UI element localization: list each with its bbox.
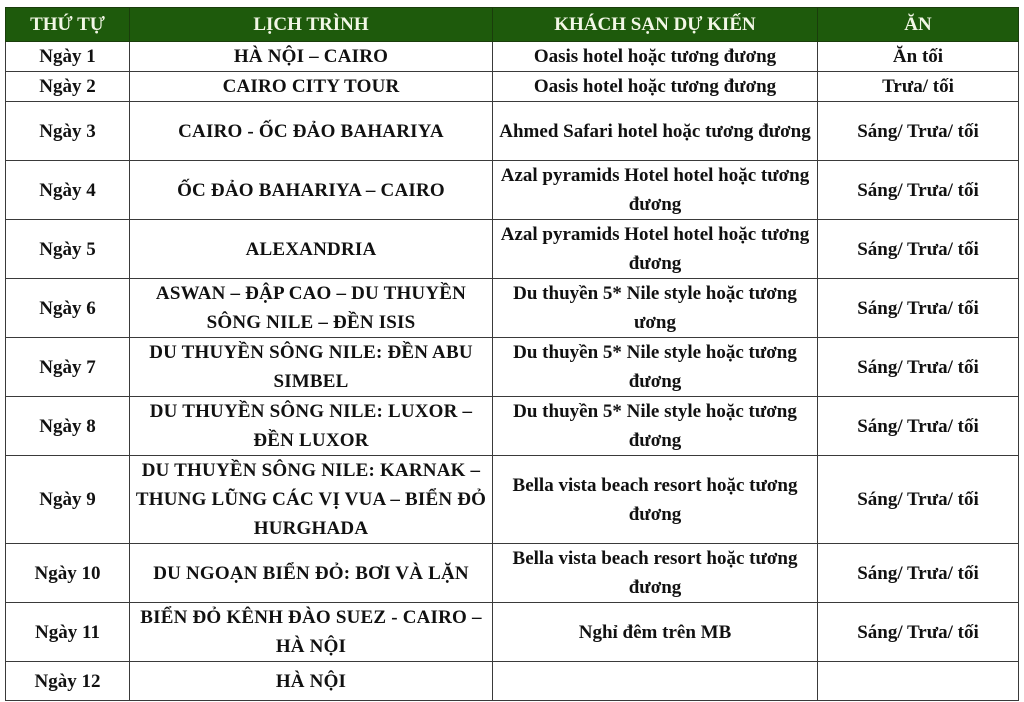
route-cell: DU NGOẠN BIỂN ĐỎ: BƠI VÀ LẶN	[130, 544, 493, 603]
table-row	[6, 544, 1019, 603]
day-cell: Ngày 9	[6, 456, 130, 544]
meals-cell: Sáng/ Trưa/ tối	[818, 397, 1019, 456]
day-cell: Ngày 4	[6, 161, 130, 220]
route-cell: CAIRO CITY TOUR	[130, 72, 493, 102]
hotel-cell: Azal pyramids Hotel hotel hoặc tương đương	[493, 161, 818, 220]
route-cell: ỐC ĐẢO BAHARIYA – CAIRO	[130, 161, 493, 220]
table-row	[6, 279, 1019, 338]
hotel-cell: Oasis hotel hoặc tương đương	[493, 72, 818, 102]
day-cell: Ngày 6	[6, 279, 130, 338]
route-cell: HÀ NỘI – CAIRO	[130, 42, 493, 72]
meals-cell: Sáng/ Trưa/ tối	[818, 220, 1019, 279]
meals-cell: Trưa/ tối	[818, 72, 1019, 102]
day-cell: Ngày 5	[6, 220, 130, 279]
day-cell: Ngày 8	[6, 397, 130, 456]
hotel-cell: Nghỉ đêm trên MB	[493, 603, 818, 662]
meals-cell: Sáng/ Trưa/ tối	[818, 456, 1019, 544]
header-meals: ĂN	[818, 8, 1019, 42]
day-cell: Ngày 11	[6, 603, 130, 662]
meals-cell: Sáng/ Trưa/ tối	[818, 102, 1019, 161]
meals-cell: Sáng/ Trưa/ tối	[818, 161, 1019, 220]
table-row	[6, 456, 1019, 544]
day-cell: Ngày 10	[6, 544, 130, 603]
meals-cell: Ăn tối	[818, 42, 1019, 72]
table-row	[6, 72, 1019, 102]
route-cell: ALEXANDRIA	[130, 220, 493, 279]
day-cell: Ngày 7	[6, 338, 130, 397]
meals-cell: Sáng/ Trưa/ tối	[818, 279, 1019, 338]
header-row	[6, 8, 1019, 42]
table-row	[6, 102, 1019, 161]
hotel-cell: Du thuyền 5* Nile style hoặc tương ương	[493, 279, 818, 338]
meals-cell: Sáng/ Trưa/ tối	[818, 603, 1019, 662]
route-cell: HÀ NỘI	[130, 662, 493, 701]
hotel-cell: Du thuyền 5* Nile style hoặc tương đương	[493, 338, 818, 397]
route-cell: ASWAN – ĐẬP CAO – DU THUYỀN SÔNG NILE – ĐỀN ISIS	[130, 279, 493, 338]
hotel-cell: Oasis hotel hoặc tương đương	[493, 42, 818, 72]
header-hotel: KHÁCH SẠN DỰ KIẾN	[493, 8, 818, 42]
table-row	[6, 603, 1019, 662]
day-cell: Ngày 2	[6, 72, 130, 102]
table-row	[6, 662, 1019, 701]
meals-cell: Sáng/ Trưa/ tối	[818, 338, 1019, 397]
hotel-cell: Bella vista beach resort hoặc tương đương	[493, 456, 818, 544]
hotel-cell: Ahmed Safari hotel hoặc tương đương	[493, 102, 818, 161]
hotel-cell: Bella vista beach resort hoặc tương đương	[493, 544, 818, 603]
header-itinerary: LỊCH TRÌNH	[130, 8, 493, 42]
table-row	[6, 220, 1019, 279]
day-cell: Ngày 1	[6, 42, 130, 72]
table-row	[6, 397, 1019, 456]
itinerary-table	[5, 7, 1019, 701]
table-row	[6, 338, 1019, 397]
meals-cell: Sáng/ Trưa/ tối	[818, 544, 1019, 603]
route-cell: DU THUYỀN SÔNG NILE: ĐỀN ABU SIMBEL	[130, 338, 493, 397]
header-order: THỨ TỰ	[6, 8, 130, 42]
table-row	[6, 161, 1019, 220]
hotel-cell	[493, 662, 818, 701]
day-cell: Ngày 3	[6, 102, 130, 161]
meals-cell	[818, 662, 1019, 701]
route-cell: DU THUYỀN SÔNG NILE: KARNAK – THUNG LŨNG CÁC VỊ VUA – BIỂN ĐỎ HURGHADA	[130, 456, 493, 544]
table-row	[6, 42, 1019, 72]
route-cell: BIỂN ĐỎ KÊNH ĐÀO SUEZ - CAIRO – HÀ NỘI	[130, 603, 493, 662]
route-cell: CAIRO - ỐC ĐẢO BAHARIYA	[130, 102, 493, 161]
hotel-cell: Du thuyền 5* Nile style hoặc tương đương	[493, 397, 818, 456]
hotel-cell: Azal pyramids Hotel hotel hoặc tương đương	[493, 220, 818, 279]
route-cell: DU THUYỀN SÔNG NILE: LUXOR – ĐỀN LUXOR	[130, 397, 493, 456]
day-cell: Ngày 12	[6, 662, 130, 701]
